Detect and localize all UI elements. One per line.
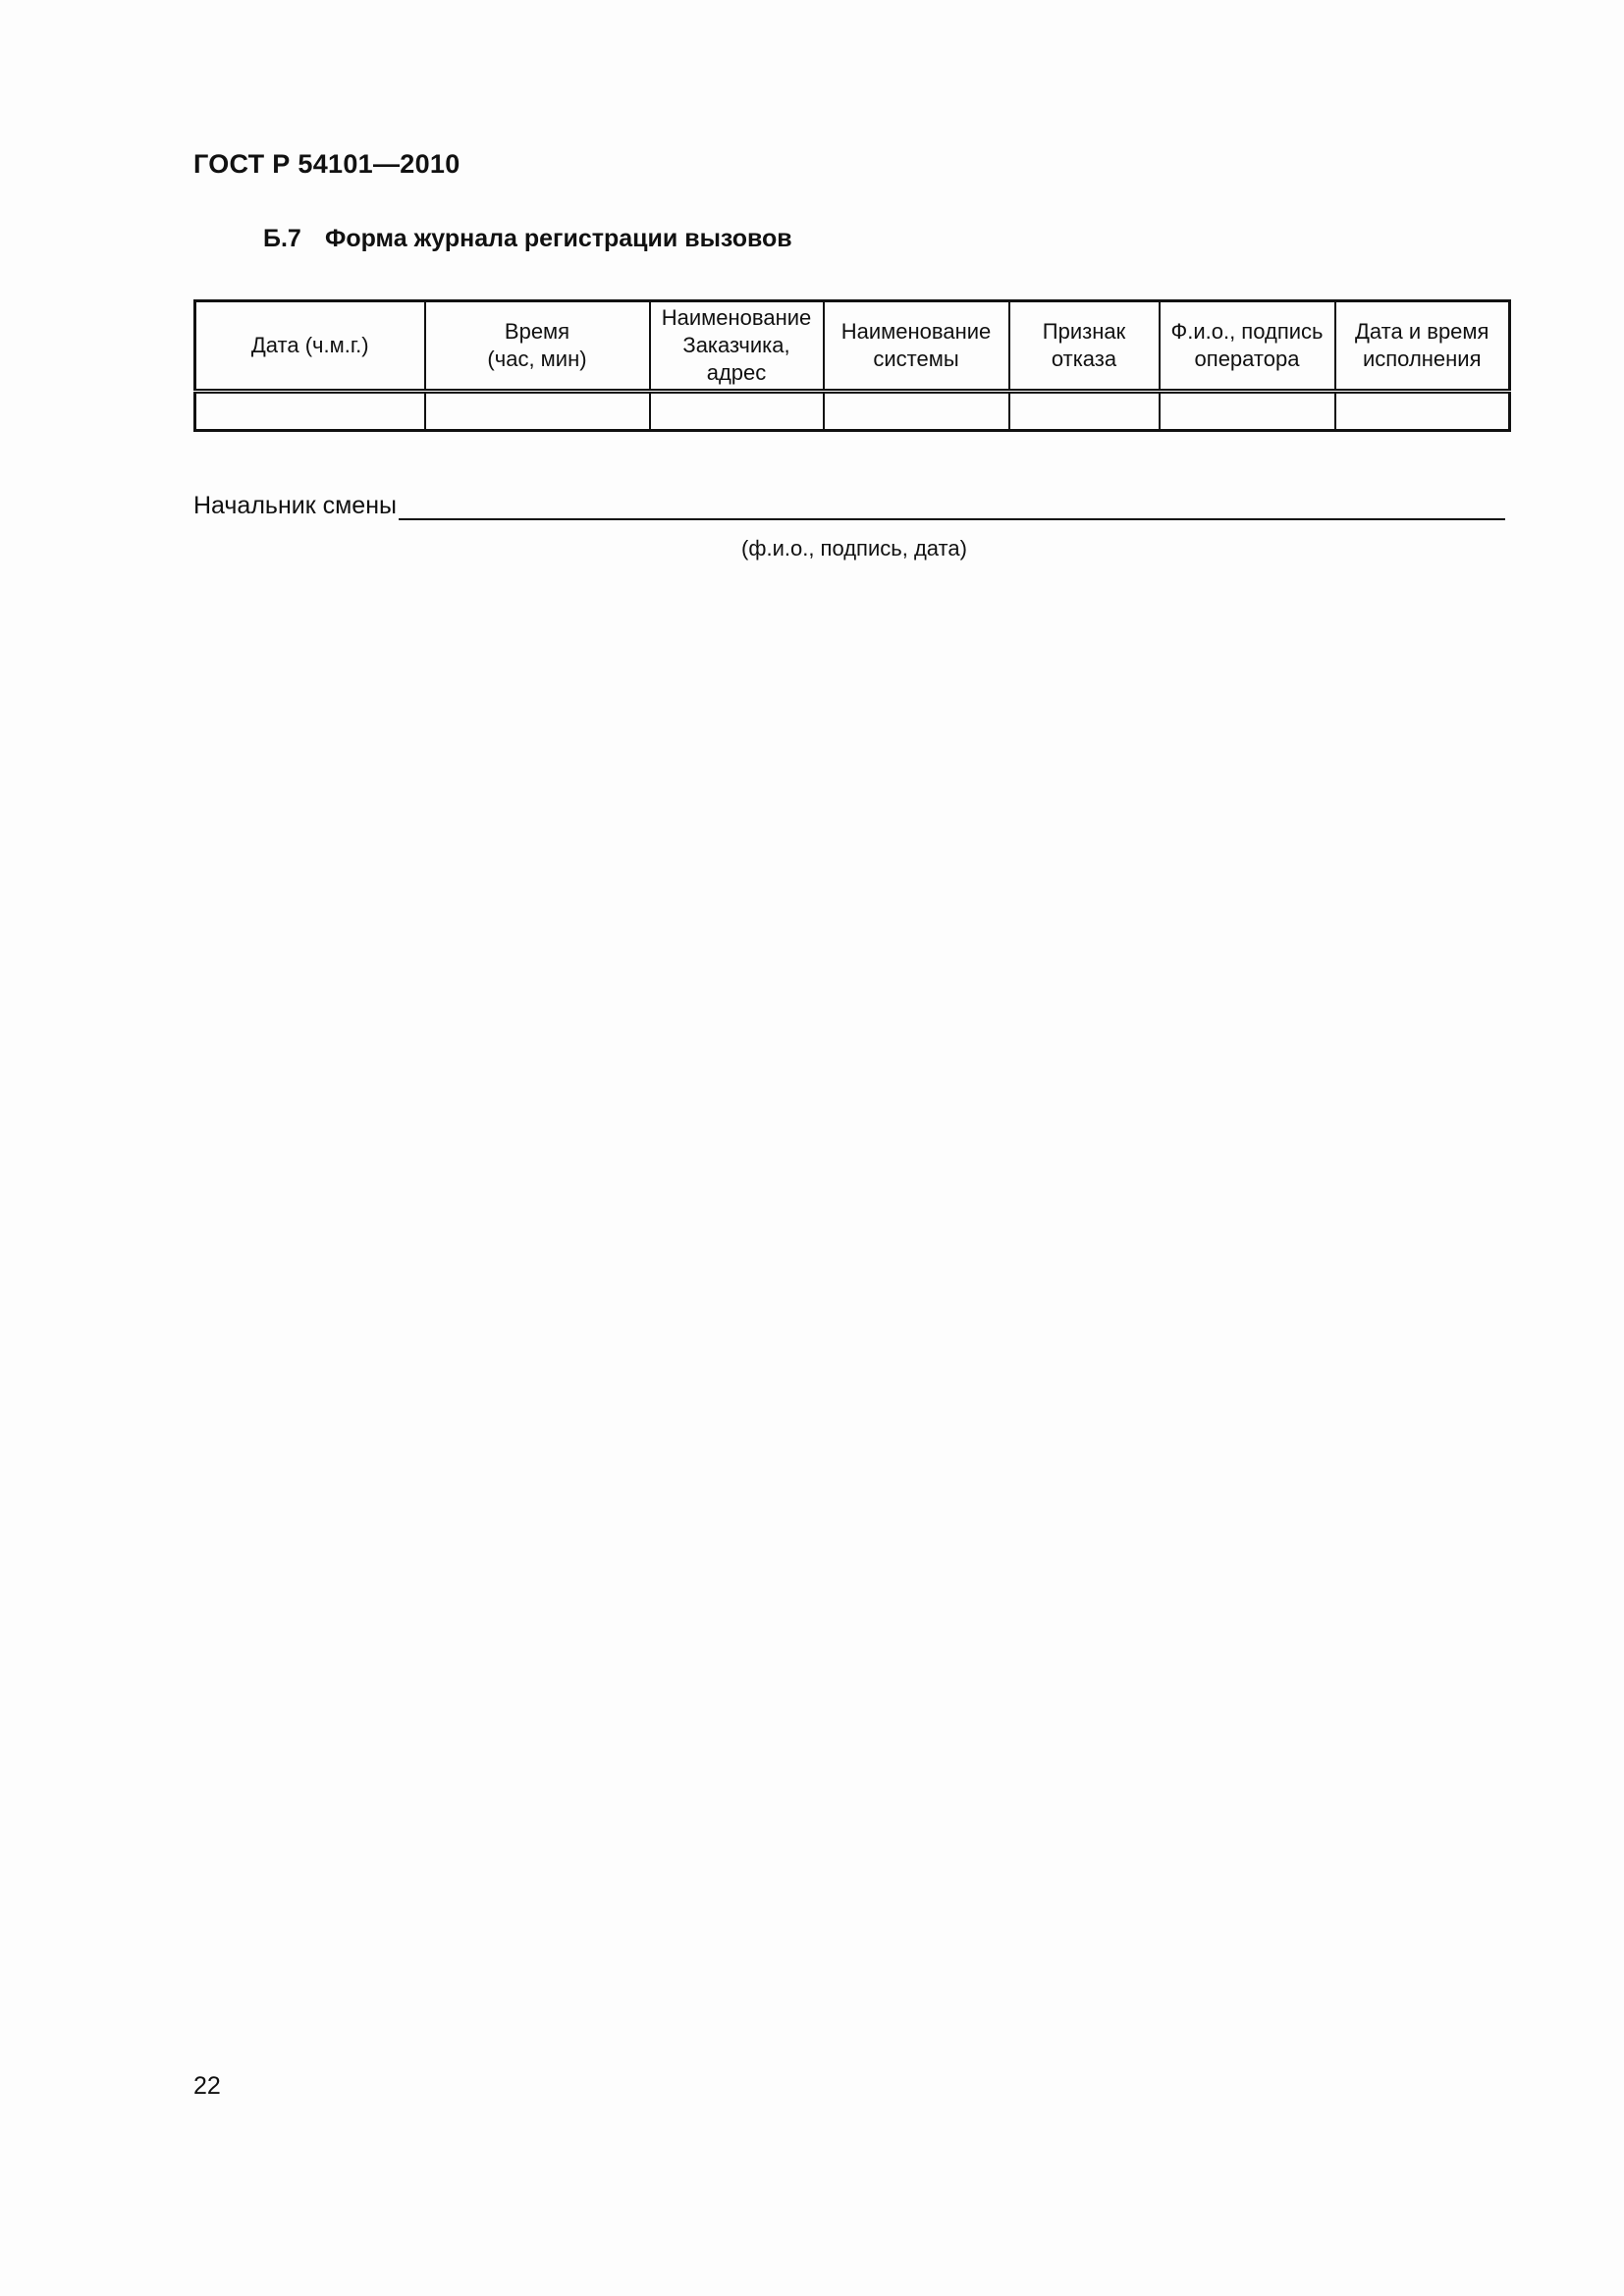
table-cell	[1160, 392, 1335, 431]
section-number: Б.7	[263, 225, 301, 252]
section-heading	[263, 225, 792, 253]
signature-hint: (ф.и.о., подпись, дата)	[741, 536, 967, 561]
table-row	[195, 392, 1510, 431]
table-cell	[1009, 392, 1160, 431]
shift-supervisor-signature	[193, 491, 1505, 520]
document-header: ГОСТ Р 54101—2010	[193, 149, 460, 179]
table-cell	[195, 392, 425, 431]
column-header-date: Дата (ч.м.г.)	[195, 301, 425, 392]
table-cell	[1335, 392, 1510, 431]
table-cell	[824, 392, 1009, 431]
table-header-row	[195, 301, 1510, 392]
table-cell	[425, 392, 650, 431]
page-number: 22	[193, 2072, 221, 2100]
column-header-operator: Ф.и.о., подпись оператора	[1160, 301, 1335, 392]
column-header-customer: Наименование Заказчика, адрес	[650, 301, 824, 392]
column-header-completion: Дата и время исполнения	[1335, 301, 1510, 392]
column-header-system: Наименование системы	[824, 301, 1009, 392]
table-cell	[650, 392, 824, 431]
section-title: Форма журнала регистрации вызовов	[325, 225, 792, 252]
column-header-time: Время (час, мин)	[425, 301, 650, 392]
column-header-failure-sign: Признак отказа	[1009, 301, 1160, 392]
signature-label: Начальник смены	[193, 492, 397, 519]
signature-underline	[399, 491, 1505, 520]
call-registration-table	[193, 299, 1511, 432]
